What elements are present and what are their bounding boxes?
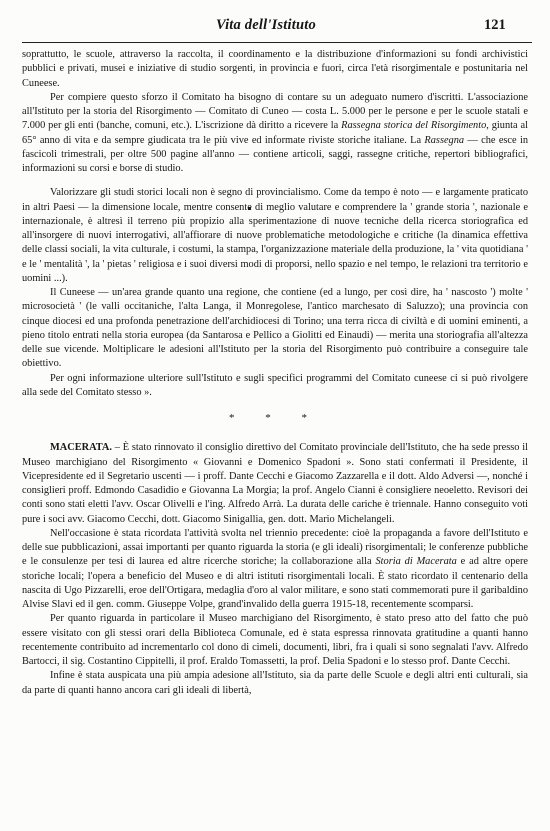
paragraph-final: Infine è stata auspicata una più ampia adesione all'Istituto, sia da parte delle Scuole e degli altri enti culturali, sia da parte di quanti hanno ancora cari gli ideali di libertà, (22, 670, 528, 696)
paragraph-macerata (22, 441, 528, 527)
paragraph-activity (22, 527, 528, 613)
place-heading: MACERATA. (50, 442, 112, 454)
paragraph-museum: Per quanto riguarda in particolare il Museo marchigiano del Risorgimento, è stato preso atto del fatto che può essere visitato con gli stessi orari della Biblioteca Comunale, ed è stata espressa rinnovata gratitudine a quanti hanno recentemente contribuito ad incrementarlo col dono di cimeli, documenti, libri, fra i quali si sono segnalati l'avv. Alfredo Bartocci, il sig. Costantino Cippitelli, il prof. Eraldo Tomassetti, la prof. Delia Spadoni e lo stesso prof. Dante Cecchi. (22, 613, 528, 667)
paragraph-membership (22, 91, 528, 177)
paragraph-local-studies: Valorizzare gli studi storici locali non è segno di provincialismo. Come da tempo è noto — e largamente praticato in altri Paesi — la dimensione locale, mentre consente di meglio valutare e comprendere la ' grande storia ', nazionale e internazionale, è altresì il terreno più propizio alla sperimentazione di nuove tecniche della ricerca storiografica ed all'insorgere di nuovi interrogativi, all'affiorare di nuove problematiche metodologiche e critiche (la dinamica effettiva delle classi sociali, la vita culturale, i costumi, la stampa, l'organizzazione materiale della produzione, la ' vita quotidiana ' e le ' mentalità ', la ' pietas ' religiosa e i suoi diversi modi di proporsi, nello spazio e nel tempo, le relazioni tra territorio e uomini ...). (22, 187, 528, 284)
journal-short-title: Rassegna (424, 134, 465, 146)
paragraph-contact: Per ogni informazione ulteriore sull'Istituto e sugli specifici programmi del Comitato cuneese ci si può rivolgere alla sede del Comitato stesso ». (22, 372, 528, 398)
paragraph-cuneese: Il Cuneese — un'area grande quanto una regione, che contiene (ed a lungo, per così dire, ha ' nascosto ') molte ' microsocietà ' (le valli occitaniche, l'alta Langa, il Monregolese, l'antico marchesato di Saluzzo); una provincia con cinque diocesi ed una profonda penetrazione dell'archidiocesi di Torino; una terra ricca di civiltà e di uomini eminenti, a pieno titolo entrati nella storia europea (da Santarosa e Pellico a Giolitti ed Einaudi) — merita una storiografia all'altezza delle sue vicende. Moltiplicare le adesioni all'Istituto per la storia del Risorgimento può contribuire a conseguire tale obiettivo. (22, 287, 528, 370)
text-run: – È stato rinnovato il consiglio direttivo del Comitato provinciale dell'Istituto, che ha sede presso il Museo marchigiano del Risorgimento « Giovanni e Domenico Spadoni ». Sono stati confermati il Presidente, il Vicepresidente ed il Segretario uscenti — i proff. Dante Cecchi e Giacomo Zazzarella e il dott. Aldo Adversi —, nonché i consiglieri proff. Edmondo Casadidio e Giovanna La Morgia; la prof. Angelo Cianni è consigliere neoeletto. Revisori dei conti sono stati eletti l'avv. Oscar Olivelli e l'ing. Alfredo Arrà. La durata delle cariche è triennale. Hanno conseguito voti pure i soci avv. Giacomo Cecchi, dott. Giacomo Sinigallia, gen. dott. Mario Michelangeli. (22, 442, 528, 525)
book-title: Storia di Macerata (375, 556, 457, 568)
section-separator: * * * (229, 412, 321, 424)
running-title: Vita dell'Istituto (216, 17, 316, 33)
paragraph-continuation: soprattutto, le scuole, attraverso la raccolta, il coordinamento e la distribuzione d'informazioni su fondi archivistici pubblici e privati, musei e iniziative di studio sorgenti, in provincia e fuori, circa l'età risorgimentale e postunitaria nel Cuneese. (22, 49, 528, 89)
journal-title: Rassegna storica del Risorgimento (341, 120, 487, 132)
page-number: 121 (484, 17, 506, 33)
text-run: Per compiere questo sforzo il Comitato ha bisogno di contare su un adeguato numero d'iscritti. L'associazione all'Istituto per la storia del Risorgimento — Comitato di Cuneo — costa L. 5.000 per le persone e per le scuole statali e 7.000 per gli enti (banche, comuni, etc.). L'iscrizione dà diritto a ricevere la (22, 91, 528, 132)
page-header (0, 0, 550, 44)
text-run: — che esce in fascicoli trimestrali, per oltre 500 pagine all'anno — contiene articoli, saggi, rassegne critiche, repertori bibliografici, informazioni su corsi e borse di studio. (22, 134, 528, 174)
text-run: e ad altre opere storiche locali; l'opera a beneficio del Museo e di altri istituti risorgimentali locali. È stato ricordato il centenario della nascita di Ugo Pizzarelli, eroe dell'Ortigara, medaglia d'oro al valor militare, e sono stati commemorati pure il garibaldino Alvise Slavi ed il gen. comm. Giuseppe Volpe, grand'invalido della guerra 1915-18, recentemente scomparsi. (22, 556, 528, 610)
page-body (22, 48, 528, 828)
text-run: Nell'occasione è stata ricordata l'attività svolta nel triennio precedente: cioè la propaganda a favore dell'Istituto e delle sue pubblicazioni, assai importanti per quanto riguarda la storia (e gli ideali) risorgimentali; le conferenze pubbliche e le consulenze per tesi di laurea ed altre ricerche storiche; la collaborazione alla (22, 527, 528, 568)
paragraph-gap (22, 176, 528, 186)
text-run: , giunta al 65° anno di vita e da sempre giudicata tra le più vive ed informate riviste storiche italiane. La (22, 120, 528, 146)
header-rule (22, 42, 532, 43)
